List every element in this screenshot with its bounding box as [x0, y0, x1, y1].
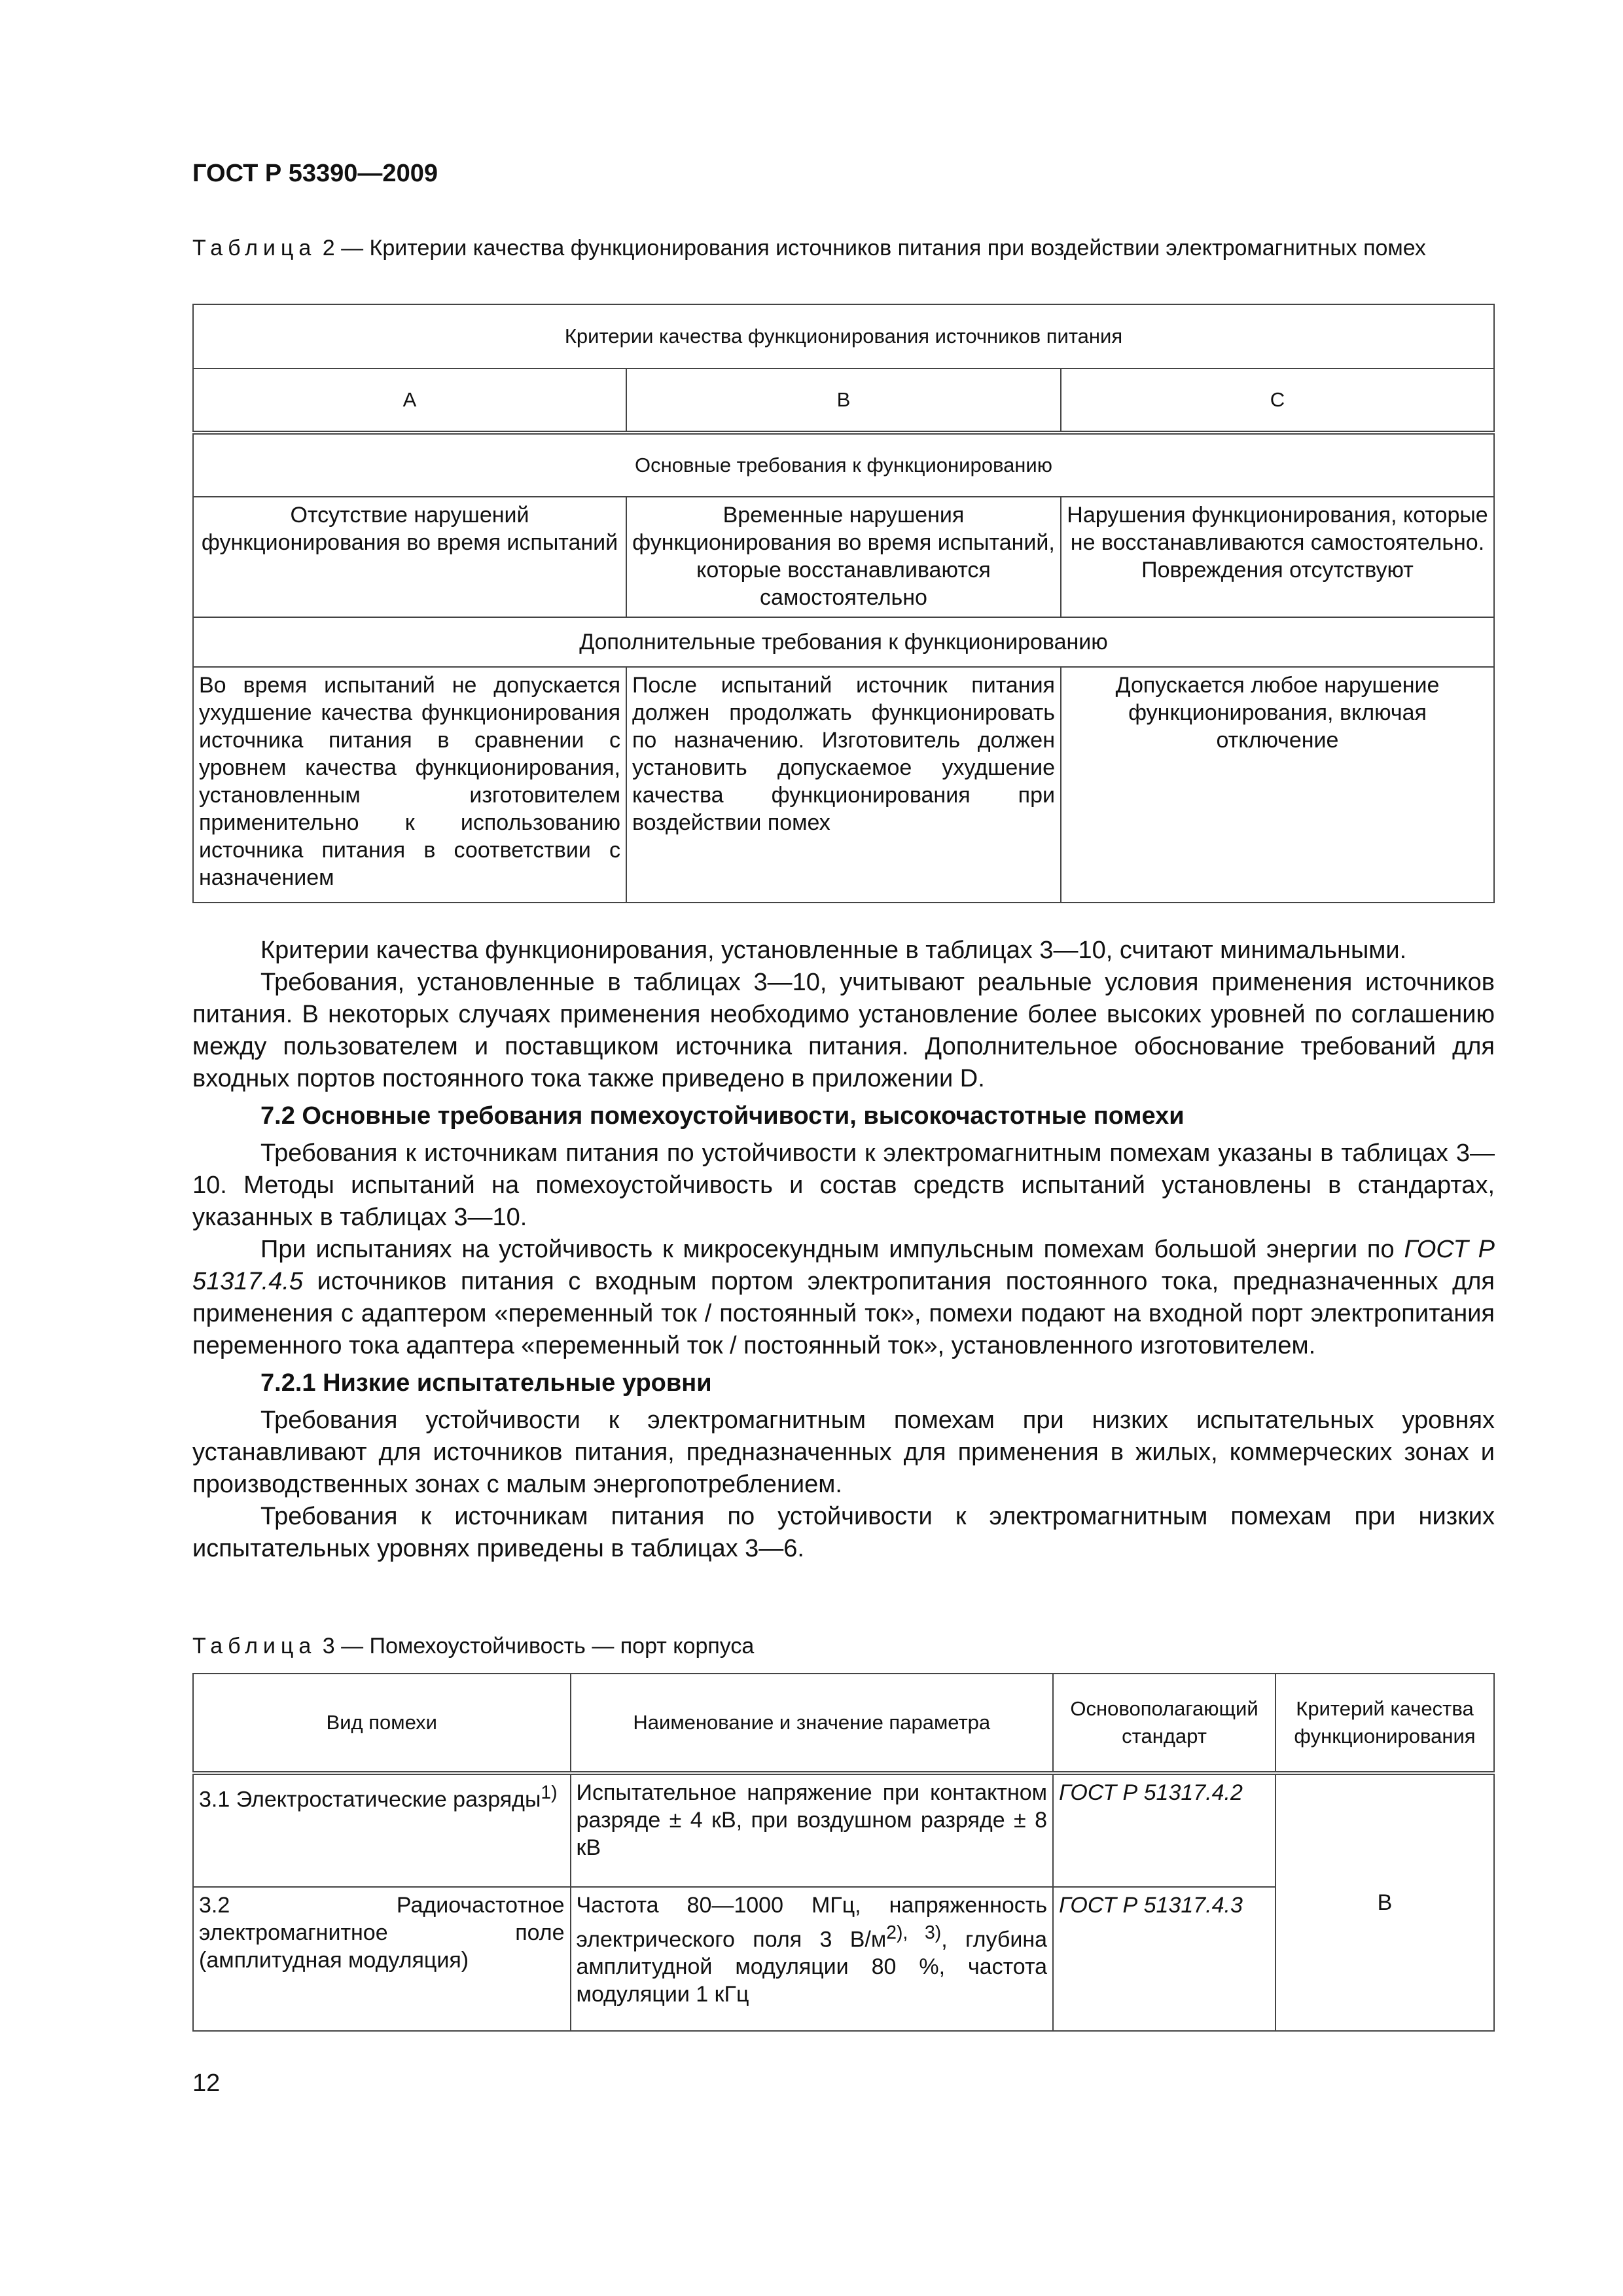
table2-row2-a: Во время испытаний не допускается ухудшение качества функционирования источника питания в сравнении с уровнем качества функционирования, установленным изготовителем применительно к использованию источника питания в соответствии с назначением — [193, 667, 626, 903]
table2-row1-a: Отсутствие нарушений функционирования во время испытаний — [193, 497, 626, 617]
table2 — [192, 304, 1495, 903]
table3-row2-param-a: Частота 80—1000 МГц, напряженность электрического поля 3 В/м — [576, 1893, 1048, 1952]
paragraph-requirements-tables: Требования к источникам питания по устойчивости к электромагнитным помехам указаны в таблицах 3—10. Методы испытаний на помехоустойчивость и состав средств испытаний установлены в стандартах, указанных в таблицах 3—10. — [192, 1139, 1495, 1231]
standard-reference-link: ГОСТ Р 51317.4.5 — [192, 1236, 1495, 1295]
table2-row1-c: Нарушения функционирования, которые не восстанавливаются самостоятельно. Повреждения отсутствуют — [1061, 497, 1494, 617]
table3-row2-param-b: , глубина амплитудной модуляции 80 %, частота модуляции 1 кГц — [576, 1927, 1048, 2007]
section-heading-7-2: 7.2 Основные требования помехоустойчивости, высокочастотные помехи — [260, 1102, 1185, 1130]
paragraph-low-levels-tables: Требования к источникам питания по устойчивости к электромагнитным помехам при низких испытательных уровнях приведены в таблицах 3—6. — [192, 1503, 1495, 1562]
table2-caption-text: 2 — Критерии качества функционирования источников питания при воздействии электромагнитных помех — [316, 236, 1426, 260]
table3-header-standard: Основополагающий стандарт — [1053, 1674, 1275, 1773]
table3-row1-type — [193, 1773, 571, 1887]
table2-row2-c: Допускается любое нарушение функционирования, включая отключение — [1061, 667, 1494, 903]
table2-caption-word: Таблица — [192, 236, 317, 260]
table2-row1-b: Временные нарушения функционирования во время испытаний, которые восстанавливаются самостоятельно — [626, 497, 1061, 617]
paragraph-requirements-real-conditions: Требования, установленные в таблицах 3—10, учитывают реальные условия применения источников питания. В некоторых случаях применения необходимо установление более высоких уровней по соглашению между пользователем и поставщиком источника питания. Дополнительное обоснование требований для входных портов постоянного тока также приведено в приложении D. — [192, 969, 1495, 1092]
table3-caption-word: Таблица — [192, 1634, 317, 1659]
table3-row2-footnote: 2), 3) — [886, 1922, 942, 1943]
table2-col-a: A — [193, 368, 626, 433]
paragraph-surge-start: При испытаниях на устойчивость к микросекундным импульсным помехам большой энергии по — [260, 1236, 1404, 1263]
table3-criterion: B — [1275, 1773, 1494, 2031]
table3-header-criterion: Критерий качества функционирования — [1275, 1674, 1494, 1773]
table3-caption — [192, 1634, 754, 1659]
table2-section1: Основные требования к функционированию — [193, 433, 1494, 497]
paragraph-surge-tests — [192, 1234, 1495, 1362]
page-number: 12 — [192, 2070, 221, 2097]
table3 — [192, 1673, 1495, 2032]
table3-row2-param — [571, 1887, 1054, 2031]
standard-header: ГОСТ Р 53390—2009 — [192, 160, 438, 187]
table3-row1-standard: ГОСТ Р 51317.4.2 — [1053, 1773, 1275, 1887]
table3-row2-standard: ГОСТ Р 51317.4.3 — [1053, 1887, 1275, 2031]
table2-section2: Дополнительные требования к функционированию — [193, 617, 1494, 667]
table3-row1-param: Испытательное напряжение при контактном разряде ± 4 кВ, при воздушном разряде ± 8 кВ — [571, 1773, 1054, 1887]
table3-caption-text: 3 — Помехоустойчивость — порт корпуса — [316, 1634, 755, 1659]
paragraph-low-levels: Требования устойчивости к электромагнитным помехам при низких испытательных уровнях устанавливают для источников питания, предназначенных для применения в жилых, коммерческих зонах и производственных зонах с малым энергопотреблением. — [192, 1407, 1495, 1498]
table2-title-cell: Критерии качества функционирования источников питания — [193, 304, 1494, 368]
table3-row1-footnote: 1) — [541, 1782, 558, 1803]
table2-col-c: C — [1061, 368, 1494, 433]
paragraph-criteria-minimal: Критерии качества функционирования, установленные в таблицах 3—10, считают минимальными. — [260, 937, 1407, 964]
paragraph-surge-end: источников питания с входным портом электропитания постоянного тока, предназначенных для применения с адаптером «переменный ток / постоянный ток», помехи подают на входной порт электропитания переменного тока адаптера «переменный ток / постоянный ток», установленного изготовителем. — [192, 1268, 1495, 1359]
section-heading-7-2-1: 7.2.1 Низкие испытательные уровни — [260, 1369, 712, 1397]
table2-row2-b: После испытаний источник питания должен продолжать функционировать по назначению. Изготовитель должен установить допускаемое ухудшение качества функционирования при воздействии помех — [626, 667, 1061, 903]
table3-header-type: Вид помехи — [193, 1674, 571, 1773]
table2-col-b: B — [626, 368, 1061, 433]
table3-row1-type-text: 3.1 Электростатические разряды — [199, 1787, 541, 1812]
body-text — [192, 935, 1495, 1565]
table3-row2-type: 3.2 Радиочастотное электромагнитное поле (амплитудная модуляция) — [193, 1887, 571, 2031]
table2-caption — [192, 233, 1495, 263]
table3-header-param: Наименование и значение параметра — [571, 1674, 1054, 1773]
